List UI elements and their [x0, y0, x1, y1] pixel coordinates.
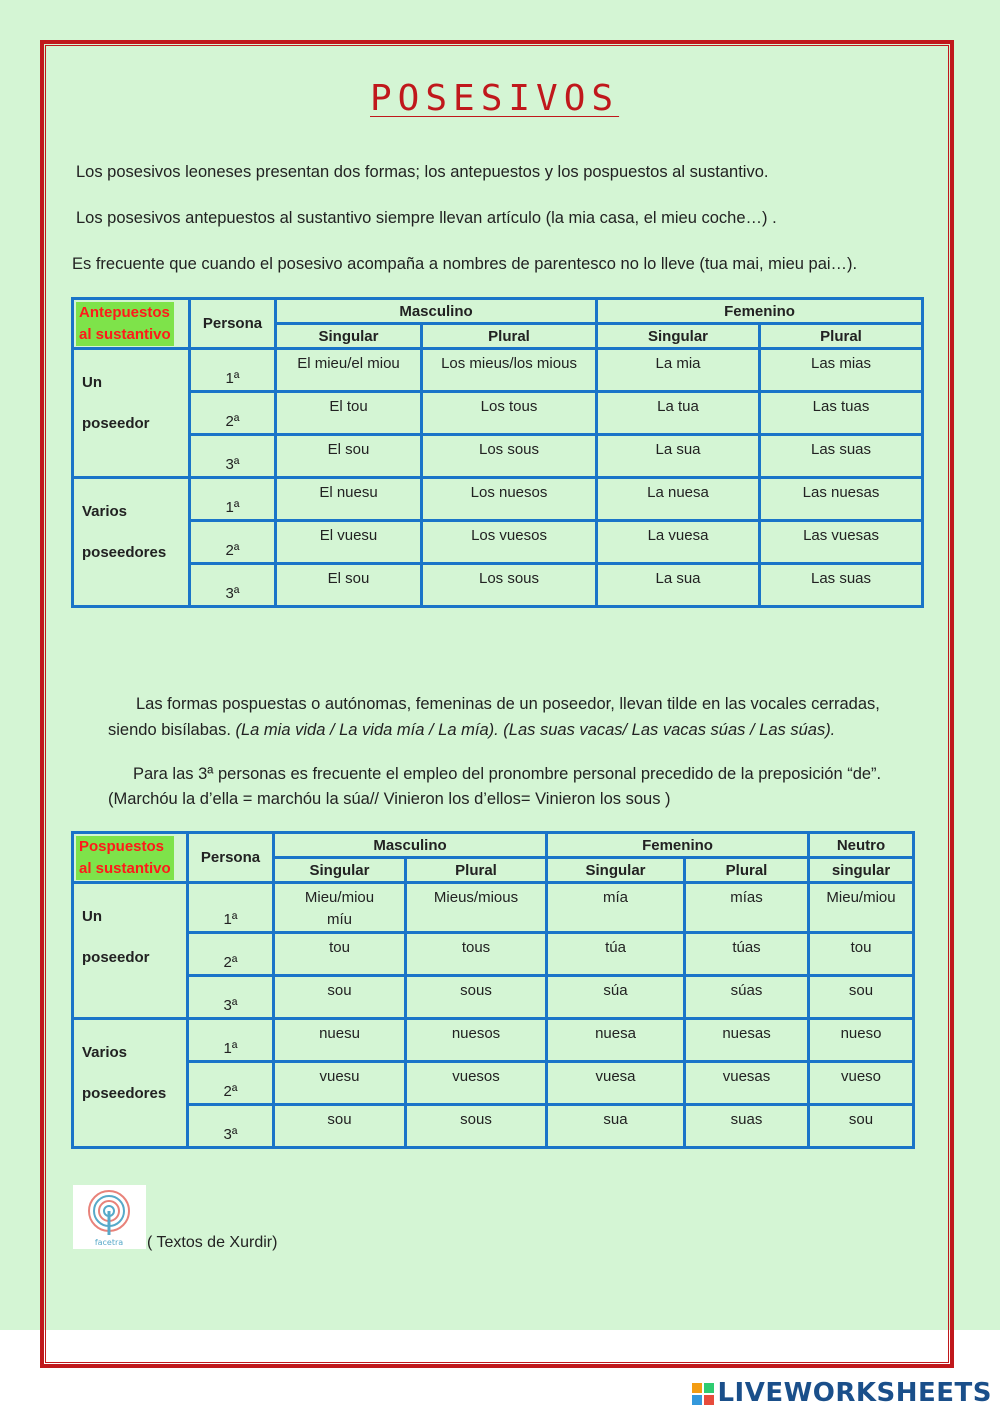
table1-persona-header: Persona — [190, 299, 276, 349]
table-cell: Las nuesas — [760, 478, 923, 521]
table-cell: sou — [809, 1105, 914, 1148]
intro-paragraph-3: Es frecuente que cuando el posesivo acompaña a nombres de parentesco no lo lleve (tua mai, mieu pai…). — [72, 255, 858, 273]
table-cell: Las tuas — [760, 392, 923, 435]
table-cell: nuesas — [685, 1019, 809, 1062]
table-cell: nuesa — [547, 1019, 685, 1062]
table-cell: Los tous — [422, 392, 597, 435]
table-cell: Las suas — [760, 564, 923, 607]
table-row — [73, 349, 923, 392]
table-cell: tous — [406, 933, 547, 976]
table-cell: Los sous — [422, 435, 597, 478]
table-cell: La sua — [597, 435, 760, 478]
persona-cell: 2ª — [188, 933, 274, 976]
table-row — [73, 392, 923, 435]
table-cell: Los mieus/los mious — [422, 349, 597, 392]
table-cell: El tou — [276, 392, 422, 435]
middle-paragraph-2-line-1: Para las 3ª personas es frecuente el empleo del pronombre personal precedido de la preposición “de”. — [133, 765, 882, 783]
table-cell: nuesu — [274, 1019, 406, 1062]
table-cell: vuesa — [547, 1062, 685, 1105]
table-cell: vuesas — [685, 1062, 809, 1105]
table-cell: sou — [274, 1105, 406, 1148]
table-row — [73, 564, 923, 607]
intro-paragraph-1: Los posesivos leoneses presentan dos formas; los antepuestos y los pospuestos al sustantivo. — [76, 163, 769, 181]
table2-masculino-header: Masculino — [274, 833, 547, 858]
table-cell: El nuesu — [276, 478, 422, 521]
table-cell: tou — [809, 933, 914, 976]
credit-text: ( Textos de Xurdir) — [147, 1234, 278, 1251]
table-cell: La mia — [597, 349, 760, 392]
table-row — [73, 521, 923, 564]
table1-singular-header: Singular — [276, 324, 422, 349]
persona-cell: 1ª — [188, 1019, 274, 1062]
table-cell: Mieus/mious — [406, 883, 547, 933]
table-row — [73, 933, 914, 976]
table2-persona-header: Persona — [188, 833, 274, 883]
table-cell: mías — [685, 883, 809, 933]
table-cell: El sou — [276, 435, 422, 478]
table-cell: sou — [809, 976, 914, 1019]
persona-cell: 1ª — [190, 349, 276, 392]
table-cell: mía — [547, 883, 685, 933]
persona-cell: 3ª — [188, 976, 274, 1019]
persona-cell: 3ª — [190, 435, 276, 478]
table-cell: Las mias — [760, 349, 923, 392]
table2-singular-header: Singular — [274, 858, 406, 883]
group-label-2: Varios poseedores — [73, 478, 190, 607]
table-cell: sous — [406, 976, 547, 1019]
table2-plural-header: Plural — [685, 858, 809, 883]
group-label-2: Varios poseedores — [73, 1019, 188, 1148]
middle-paragraph-1-line-2: siendo bisílabas. (La mia vida / La vida mía / La mía). (Las suas vacas/ Las vacas súas / Las súas). — [108, 721, 836, 739]
table1-plural-header: Plural — [422, 324, 597, 349]
table-cell: tou — [274, 933, 406, 976]
table-cell: súas — [685, 976, 809, 1019]
persona-cell: 1ª — [190, 478, 276, 521]
table-cell: túas — [685, 933, 809, 976]
table-cell: vuesos — [406, 1062, 547, 1105]
table-cell: La nuesa — [597, 478, 760, 521]
table-pospuestos — [71, 831, 915, 1149]
table-cell: nuesos — [406, 1019, 547, 1062]
table-cell: La sua — [597, 564, 760, 607]
table2-corner: Pospuestos al sustantivo — [73, 833, 188, 883]
liveworksheets-logo-icon — [692, 1383, 714, 1405]
intro-paragraph-2: Los posesivos antepuestos al sustantivo siempre llevan artículo (la mia casa, el mieu coche…) . — [76, 209, 777, 227]
table-antepuestos — [71, 297, 924, 608]
table2-neutro-singular-header: singular — [809, 858, 914, 883]
table-row — [73, 478, 923, 521]
table-cell: vuesu — [274, 1062, 406, 1105]
table-cell: Los vuesos — [422, 521, 597, 564]
table-row — [73, 435, 923, 478]
table1-masculino-header: Masculino — [276, 299, 597, 324]
table-row — [73, 1062, 914, 1105]
table-cell: El vuesu — [276, 521, 422, 564]
table-cell: vueso — [809, 1062, 914, 1105]
table-cell: La vuesa — [597, 521, 760, 564]
table1-corner: Antepuestos al sustantivo — [73, 299, 190, 349]
table-cell: Las suas — [760, 435, 923, 478]
table-row — [73, 1105, 914, 1148]
table1-femenino-header: Femenino — [597, 299, 923, 324]
table-cell: Los nuesos — [422, 478, 597, 521]
middle-paragraph-1-line-1: Las formas pospuestas o autónomas, femeninas de un poseedor, llevan tilde en las vocales cerradas, — [136, 695, 880, 713]
group-label-1: Un poseedor — [73, 349, 190, 478]
persona-cell: 3ª — [188, 1105, 274, 1148]
table-cell: La tua — [597, 392, 760, 435]
table-cell: súa — [547, 976, 685, 1019]
table-cell: Mieu/miou — [809, 883, 914, 933]
table2-femenino-header: Femenino — [547, 833, 809, 858]
persona-cell: 2ª — [190, 392, 276, 435]
middle-paragraph-2-line-2: (Marchóu la d’ella = marchóu la súa// Vinieron los d’ellos= Vinieron los sous ) — [108, 790, 671, 808]
table1-plural-header: Plural — [760, 324, 923, 349]
table-cell: suas — [685, 1105, 809, 1148]
labyrinth-icon — [73, 1185, 146, 1249]
table-cell: Mieu/miou míu — [274, 883, 406, 933]
table1-singular-header: Singular — [597, 324, 760, 349]
persona-cell: 3ª — [190, 564, 276, 607]
table-row — [73, 883, 914, 933]
logo-caption: facetra — [94, 1238, 124, 1247]
table2-neutro-header: Neutro — [809, 833, 914, 858]
page-title: POSESIVOS — [370, 78, 620, 119]
table-row — [73, 1019, 914, 1062]
table2-plural-header: Plural — [406, 858, 547, 883]
table-cell: Las vuesas — [760, 521, 923, 564]
group-label-1: Un poseedor — [73, 883, 188, 1019]
table-cell: sous — [406, 1105, 547, 1148]
table-cell: nueso — [809, 1019, 914, 1062]
facetra-logo — [73, 1185, 146, 1249]
table2-singular-header: Singular — [547, 858, 685, 883]
table-cell: sou — [274, 976, 406, 1019]
liveworksheets-brand: LIVEWORKSHEETS — [692, 1378, 992, 1408]
persona-cell: 1ª — [188, 883, 274, 933]
table-cell: sua — [547, 1105, 685, 1148]
table-cell: Los sous — [422, 564, 597, 607]
persona-cell: 2ª — [188, 1062, 274, 1105]
table-cell: El sou — [276, 564, 422, 607]
table-cell: túa — [547, 933, 685, 976]
table-row — [73, 976, 914, 1019]
persona-cell: 2ª — [190, 521, 276, 564]
table-cell: El mieu/el miou — [276, 349, 422, 392]
